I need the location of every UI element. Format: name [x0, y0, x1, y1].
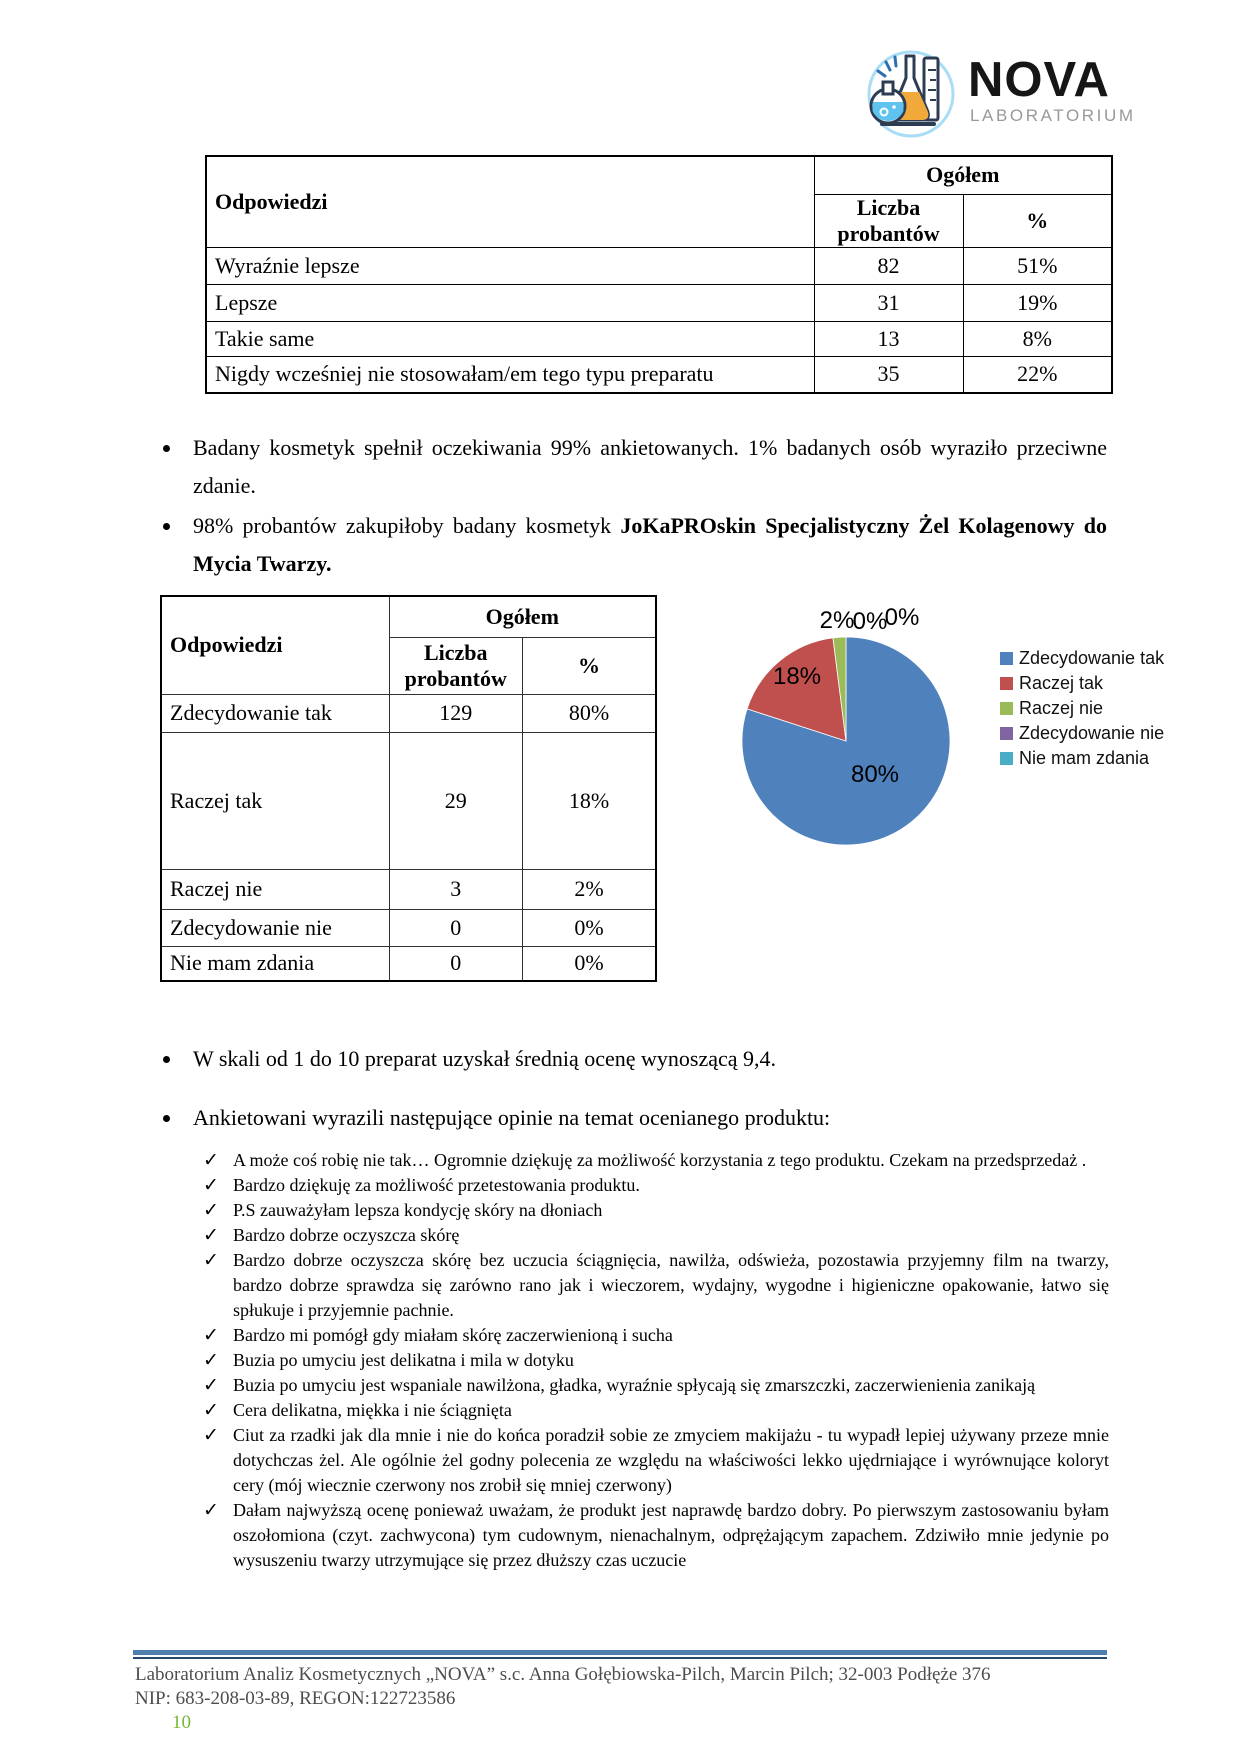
- table-row: [161, 694, 656, 732]
- legend-label: Zdecydowanie nie: [1019, 723, 1165, 743]
- opinion-item: [203, 1373, 1109, 1398]
- footer-divider: [133, 1650, 1107, 1659]
- opinion-text: Dałam najwyższą ocenę ponieważ uważam, że produkt jest naprawdę bardzo dobry. Po pierwszym zastosowaniu byłam oszołomiona (czyt. zachwycona) tym cudownym, nienachalnym, odprężającym zapachem. Zdziwiło mnie jedynie po wysuszeniu twarzy utrzymujące się przez dłuższy czas uczucie: [233, 1500, 1109, 1570]
- opinion-text: Cera delikatna, miękka i nie ściągnięta: [233, 1400, 512, 1420]
- legend-label: Raczej nie: [1019, 698, 1104, 718]
- check-icon: [203, 1148, 219, 1173]
- bullet-icon: [163, 523, 170, 530]
- legend-label: Raczej tak: [1019, 673, 1104, 693]
- check-icon: [203, 1223, 219, 1248]
- table-row: [206, 356, 1112, 393]
- check-icon: [203, 1323, 219, 1348]
- opinion-text: Bardzo dobrze oczyszcza skórę bez uczucia ściągnięcia, nawilża, odświeża, pozostawia przyjemny film na twarzy, bardzo dobrze sprawdza się zarówno rano jak i wieczorem, wydajny, wygodne i higieniczne opakowanie, łatwo się spłukuje i przyjemnie pachnie.: [233, 1250, 1109, 1320]
- table-row: [161, 909, 656, 946]
- chart-legend: [1000, 646, 1164, 771]
- legend-swatch: [1000, 702, 1013, 715]
- table-row: [206, 284, 1112, 321]
- answer-pct: 8%: [963, 321, 1112, 356]
- product-name: JoKaPROskin Specjalistyczny Żel Kolagenowy do Mycia Twarzy.: [193, 513, 1107, 576]
- answer-count: 13: [814, 321, 963, 356]
- bullet-purchase-text: 98% probantów zakupiłoby badany kosmetyk: [193, 513, 621, 538]
- answer-pct: 2%: [523, 869, 657, 909]
- pie-data-label: 0%: [852, 608, 888, 635]
- footer-nip-line: NIP: 683-208-03-89, REGON:122723586: [135, 1688, 456, 1709]
- opinion-text: P.S zauważyłam lepsza kondycję skóry na dłoniach: [233, 1200, 603, 1220]
- opinion-item: [203, 1423, 1109, 1498]
- logo-subtitle: LABORATORIUM: [970, 106, 1136, 125]
- check-icon: [203, 1348, 219, 1373]
- bullet-satisfaction: Badany kosmetyk spełnił oczekiwania 99% ankietowanych. 1% badanych osób wyraziło przeciwne zdanie.: [193, 435, 1107, 498]
- results-table-purchase: [160, 595, 657, 982]
- opinion-item: [203, 1173, 1109, 1198]
- col-header-total: Ogółem: [814, 156, 1112, 194]
- opinion-item: [203, 1198, 1109, 1223]
- opinion-item: [203, 1398, 1109, 1423]
- check-icon: [203, 1498, 219, 1523]
- opinion-item: [203, 1223, 1109, 1248]
- pie-plot-area: [740, 635, 952, 847]
- table-row: [206, 247, 1112, 284]
- answer-count: 3: [389, 869, 523, 909]
- page-number: 10: [172, 1712, 191, 1733]
- logo-title: NOVA: [968, 53, 1110, 107]
- answer-label: Zdecydowanie nie: [161, 909, 389, 946]
- answer-count: 129: [389, 694, 523, 732]
- table-row: [161, 869, 656, 909]
- check-icon: [203, 1373, 219, 1398]
- answer-label: Nie mam zdania: [161, 946, 389, 981]
- opinion-text: Buzia po umyciu jest wspaniale nawilżona, gładka, wyraźnie spłycają się zmarszczki, zaczerwienienia zanikają: [233, 1375, 1036, 1395]
- pie-chart: [640, 600, 1220, 880]
- logo: [862, 44, 1162, 144]
- table-row: [161, 946, 656, 981]
- footer-company-line: Laboratorium Analiz Kosmetycznych „NOVA” s.c. Anna Gołębiowska-Pilch, Marcin Pilch; 32-003 Podłęże 376: [135, 1664, 991, 1685]
- lab-flasks-icon: [862, 46, 960, 140]
- bullet-opinions-intro: Ankietowani wyrazili następujące opinie na temat ocenianego produktu:: [193, 1105, 831, 1130]
- answer-count: 0: [389, 946, 523, 981]
- legend-swatch: [1000, 677, 1013, 690]
- check-icon: [203, 1398, 219, 1423]
- pie-data-label: 0%: [884, 604, 920, 631]
- pie-data-label: 80%: [850, 761, 900, 788]
- table-header-row: [161, 596, 656, 637]
- opinion-item: [203, 1498, 1109, 1573]
- opinion-item: [203, 1323, 1109, 1348]
- answer-label: Nigdy wcześniej nie stosowałam/em tego typu preparatu: [206, 356, 814, 393]
- opinion-text: Buzia po umyciu jest delikatna i mila w dotyku: [233, 1350, 574, 1370]
- col-header-total: Ogółem: [389, 596, 656, 637]
- answer-label: Zdecydowanie tak: [161, 694, 389, 732]
- table-header-row: [206, 156, 1112, 194]
- answer-label: Lepsze: [206, 284, 814, 321]
- pie-data-label: 2%: [819, 607, 855, 634]
- answer-count: 35: [814, 356, 963, 393]
- answer-count: 29: [389, 732, 523, 869]
- opinion-text: Bardzo dziękuję za możliwość przetestowania produktu.: [233, 1175, 640, 1195]
- results-table-comparison: [205, 155, 1113, 394]
- answer-pct: 19%: [963, 284, 1112, 321]
- opinion-text: Ciut za rzadki jak dla mnie i nie do końca poradził sobie ze zmyciem makijażu - tu wypadł lepiej używany przeze mnie dotychczas żel. Ale ogólnie żel godny polecenia ze względu na właściwości lekko ujędrniające i wyrównujące koloryt cery (mój wiecznie czerwony nos zrobił się mniej czerwony): [233, 1425, 1109, 1495]
- bullet-rating: W skali od 1 do 10 preparat uzyskał średnią ocenę wynoszącą 9,4.: [193, 1046, 777, 1071]
- bullet-icon: [163, 445, 170, 452]
- answer-label: Takie same: [206, 321, 814, 356]
- legend-item: [1000, 746, 1164, 771]
- opinions-list: [203, 1148, 1109, 1573]
- legend-label: Zdecydowanie tak: [1019, 648, 1165, 668]
- answer-pct: 0%: [523, 946, 657, 981]
- legend-label: Nie mam zdania: [1019, 748, 1150, 768]
- check-icon: [203, 1423, 219, 1448]
- col-header-answers: Odpowiedzi: [206, 156, 814, 247]
- bullet-purchase: [193, 507, 1107, 583]
- answer-pct: 0%: [523, 909, 657, 946]
- col-header-pct: %: [523, 637, 657, 694]
- bullet-icon: [163, 1115, 170, 1122]
- bullet-icon: [163, 1056, 170, 1063]
- check-icon: [203, 1198, 219, 1223]
- answer-pct: 80%: [523, 694, 657, 732]
- legend-swatch: [1000, 652, 1013, 665]
- answer-count: 31: [814, 284, 963, 321]
- opinion-item: [203, 1248, 1109, 1323]
- answer-count: 82: [814, 247, 963, 284]
- answer-pct: 22%: [963, 356, 1112, 393]
- opinion-text: Bardzo mi pomógł gdy miałam skórę zaczerwienioną i sucha: [233, 1325, 673, 1345]
- footer: [135, 1663, 1115, 1711]
- table-row: [206, 321, 1112, 356]
- legend-item: [1000, 721, 1164, 746]
- answer-count: 0: [389, 909, 523, 946]
- answer-pct: 51%: [963, 247, 1112, 284]
- legend-swatch: [1000, 752, 1013, 765]
- answer-pct: 18%: [523, 732, 657, 869]
- pie-data-label: 18%: [772, 663, 822, 690]
- opinion-text: Bardzo dobrze oczyszcza skórę: [233, 1225, 460, 1245]
- opinion-item: [203, 1148, 1109, 1173]
- opinion-item: [203, 1348, 1109, 1373]
- answer-label: Raczej nie: [161, 869, 389, 909]
- table-row: [161, 732, 656, 869]
- col-header-answers: Odpowiedzi: [161, 596, 389, 694]
- check-icon: [203, 1248, 219, 1273]
- legend-swatch: [1000, 727, 1013, 740]
- col-header-count: Liczba probantów: [814, 194, 963, 247]
- legend-item: [1000, 646, 1164, 671]
- legend-item: [1000, 696, 1164, 721]
- legend-item: [1000, 671, 1164, 696]
- answer-label: Raczej tak: [161, 732, 389, 869]
- col-header-count: Liczba probantów: [389, 637, 523, 694]
- answer-label: Wyraźnie lepsze: [206, 247, 814, 284]
- col-header-pct: %: [963, 194, 1112, 247]
- opinion-text: A może coś robię nie tak… Ogromnie dziękuję za możliwość korzystania z tego produktu. Czekam na przedsprzedaż .: [233, 1150, 1087, 1170]
- check-icon: [203, 1173, 219, 1198]
